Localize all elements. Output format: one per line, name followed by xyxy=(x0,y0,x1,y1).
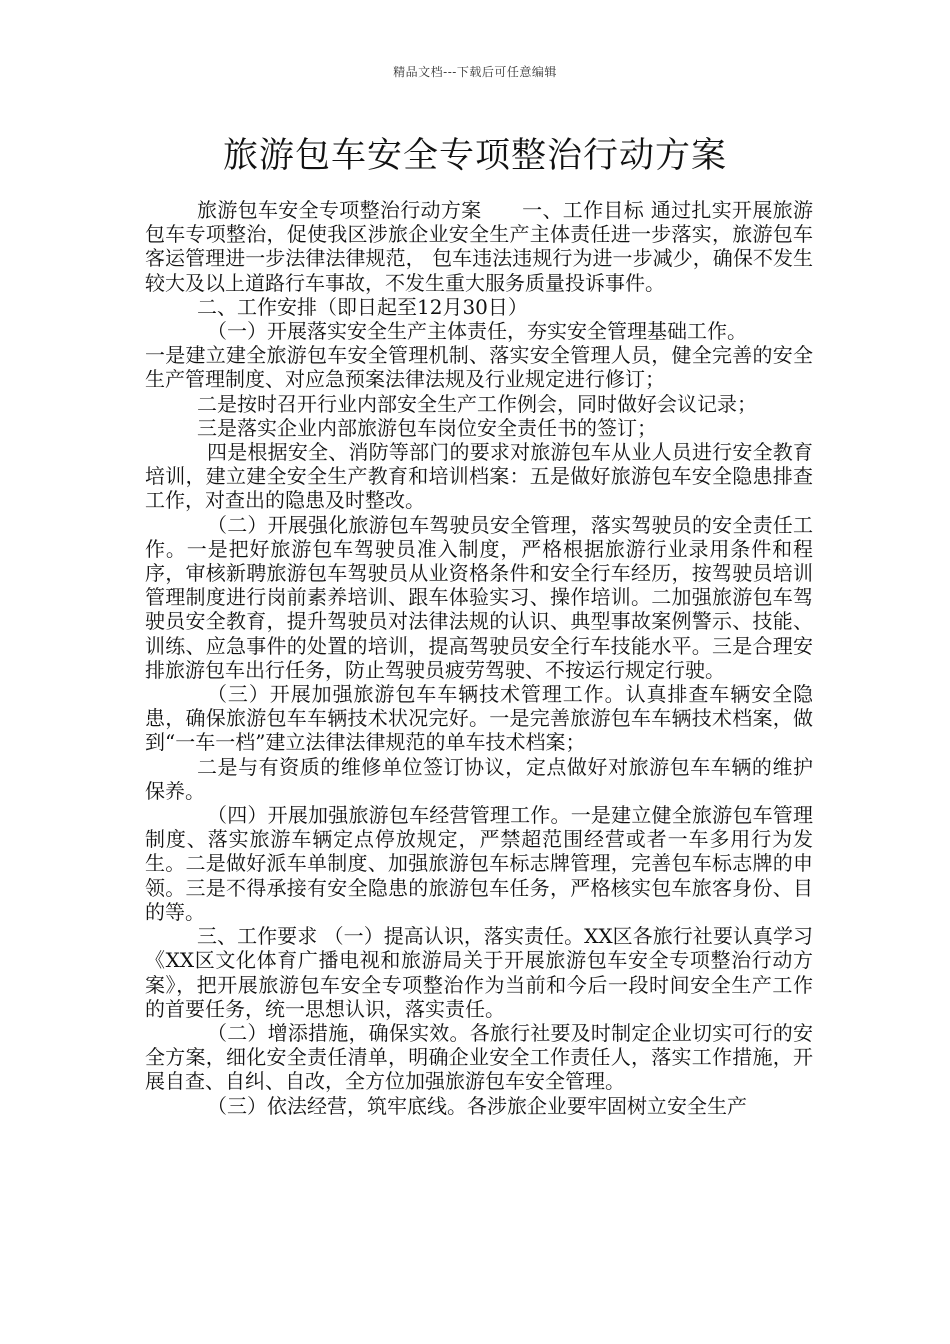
document-title: 旅游包车安全专项整治行动方案 xyxy=(222,136,727,176)
paragraph-requirements-2: （二）增添措施，确保实效。各旅行社要及时制定企业切实可行的安全方案，细化安全责任清单，明确企业安全工作责任人，落实工作措施，开展自查、自纠、自改，全方位加强旅游包车安全管理。 xyxy=(145,1020,813,1094)
paragraph-section-4: （四）开展加强旅游包车经营管理工作。一是建立健全旅游包车管理制度、落实旅游车辆定点停放规定，严禁超范围经营或者一车多用行为发生。二是做好派车单制度、加强旅游包车标志牌管理，完善包车标志牌的申领。三是不得承接有安全隐患的旅游包车任务，严格核实包车旅客身份、目的等。 xyxy=(145,803,813,924)
paragraph-requirements-3: （三）依法经营，筑牢底线。各涉旅企业要牢固树立安全生产 xyxy=(207,1093,747,1118)
paragraph-section-1-item-4: 四是根据安全、消防等部门的要求对旅游包车从业人员进行安全教育培训，建立建全安全生产教育和培训档案：五是做好旅游包车安全隐患排查工作，对查出的隐患及时整改。 xyxy=(145,440,813,513)
paragraph-section-1-item-1: 一是建立建全旅游包车安全管理机制、落实安全管理人员，健全完善的安全生产管理制度、对应急预案法律法规及行业规定进行修订； xyxy=(145,343,813,392)
paragraph-section-3-item-2: 二是与有资质的维修单位签订协议，定点做好对旅游包车车辆的维护保养。 xyxy=(145,754,813,803)
paragraph-work-arrangement-heading: 二、工作安排（即日起至12月30日） xyxy=(197,294,528,319)
paragraph-section-3: （三）开展加强旅游包车车辆技术管理工作。认真排查车辆安全隐患，确保旅游包车车辆技术状况完好。一是完善旅游包车车辆技术档案，做到“一车一档”建立法律法律规范的单车技术档案； xyxy=(145,682,813,755)
paragraph-section-1-heading: （一）开展落实安全生产主体责任，夯实安全管理基础工作。 xyxy=(207,319,747,344)
paragraph-section-2: （二）开展强化旅游包车驾驶员安全管理，落实驾驶员的安全责任工作。一是把好旅游包车驾驶员准入制度，严格根据旅游行业录用条件和程序，审核新聘旅游包车驾驶员从业资格条件和安全行车经历，按驾驶员培训管理制度进行岗前素养培训、跟车体验实习、操作培训。二加强旅游包车驾驶员安全教育，提升驾驶员对法律法规的认识、典型事故案例警示、技能、训练、应急事件的处置的培训，提高驾驶员安全行车技能水平。三是合理安排旅游包车出行任务，防止驾驶员疲劳驾驶、不按运行规定行驶。 xyxy=(145,512,813,682)
document-body xyxy=(145,198,813,1118)
page-header-note: 精品文档---下载后可任意编辑 xyxy=(393,65,557,79)
paragraph-section-1-item-3: 三是落实企业内部旅游包车岗位安全责任书的签订； xyxy=(197,415,657,440)
paragraph-requirements-1: 三、工作要求 （一）提高认识，落实责任。XX区各旅行社要认真学习《XX区文化体育广播电视和旅游局关于开展旅游包车安全专项整治行动方案》，把开展旅游包车安全专项整治作为当前和今后一段时间安全生产工作的首要任务，统一思想认识，落实责任。 xyxy=(145,924,813,1021)
paragraph-section-1-item-2: 二是按时召开行业内部安全生产工作例会，同时做好会议记录； xyxy=(197,391,757,416)
paragraph-work-goal: 旅游包车安全专项整治行动方案 一、工作目标 通过扎实开展旅游包车专项整治，促使我区涉旅企业安全生产主体责任进一步落实，旅游包车客运管理进一步法律法律规范， 包车违法违规行为进一步减少，确保不发生较大及以上道路行车事故，不发生重大服务质量投诉事件。 xyxy=(145,198,813,295)
